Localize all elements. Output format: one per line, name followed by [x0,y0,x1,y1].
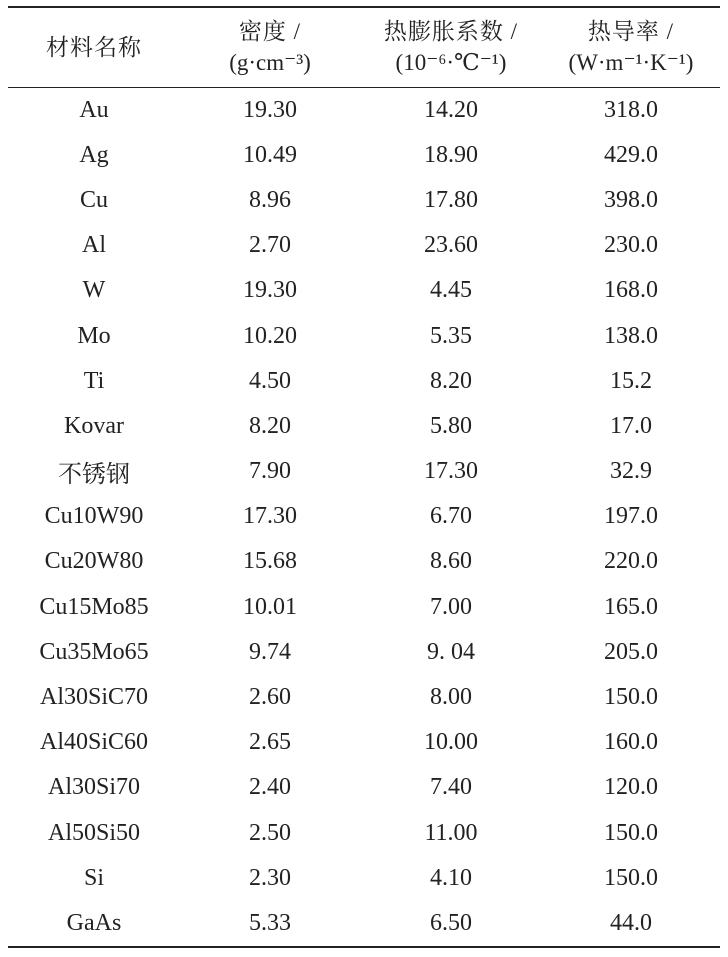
thermal-expansion-cell: 6.50 [360,901,542,947]
thermal-expansion-cell: 17.30 [424,458,478,485]
thermal-conductivity-cell: 32.9 [610,458,652,485]
material-name-cell: Cu35Mo65 [39,638,149,665]
thermal-conductivity-cell: 318.0 [604,96,658,123]
thermal-conductivity-cell: 150.0 [604,684,658,711]
table-row [8,539,720,584]
material-name-cell: Ag [79,141,109,168]
material-name-cell: Al30SiC70 [39,684,149,711]
density-cell: 9.74 [249,638,291,665]
thermal-conductivity-cell: 15.2 [610,367,652,394]
header-thermal-conductivity-label: 热导率 / [587,19,675,45]
material-name-cell: Al40SiC60 [39,729,149,756]
material-name-cell: Cu [79,186,108,213]
header-density-label: 密度 / [238,19,302,45]
table-row [8,313,720,358]
table-row [8,268,720,313]
material-properties-table-container [8,6,720,948]
thermal-conductivity-cell: 197.0 [604,503,658,530]
header-thermal-conductivity [542,7,720,87]
thermal-expansion-cell: 8.20 [430,367,472,394]
header-density-unit: (g·cm⁻³) [229,50,311,76]
thermal-expansion-cell: 7.00 [430,593,472,620]
density-cell: 2.30 [249,864,291,891]
density-cell: 2.50 [249,819,291,846]
density-cell: 10.49 [243,141,297,168]
table-body [8,87,720,947]
table-row [8,178,720,223]
thermal-conductivity-cell: 168.0 [604,277,658,304]
density-cell: 2.40 [249,774,291,801]
material-name-cell: Mo [77,322,111,349]
thermal-conductivity-cell: 150.0 [604,819,658,846]
table-row [8,765,720,810]
table-row [8,404,720,449]
material-name-cell: Al [82,232,106,259]
table-row [8,133,720,178]
thermal-expansion-cell: 8.00 [430,684,472,711]
thermal-expansion-cell: 7.40 [430,774,472,801]
density-cell: 2.60 [249,684,291,711]
density-cell: 2.65 [249,729,291,756]
material-name-cell: 不锈钢 [58,462,130,489]
material-properties-table [8,6,720,948]
thermal-conductivity-cell: 17.0 [610,412,652,439]
material-name-cell: Al50Si50 [47,819,140,846]
density-cell: 19.30 [243,96,297,123]
material-name-cell: W [82,277,106,304]
table-row [8,901,720,947]
thermal-conductivity-cell: 138.0 [604,322,658,349]
density-cell: 17.30 [243,503,297,530]
thermal-conductivity-cell: 165.0 [604,593,658,620]
material-name-cell: Si [83,864,104,891]
density-cell: 8.20 [249,412,291,439]
thermal-conductivity-cell: 160.0 [604,729,658,756]
table-row [8,811,720,856]
material-name-cell: Au [79,96,109,123]
thermal-conductivity-cell: 150.0 [604,864,658,891]
density-cell: 15.68 [243,548,297,575]
material-name-cell: Kovar [64,412,124,439]
thermal-conductivity-cell: 398.0 [604,186,658,213]
header-density [180,7,360,87]
table-row [8,449,720,494]
material-name-cell: Cu20W80 [44,548,144,575]
density-cell: 4.50 [249,367,291,394]
table-row [8,494,720,539]
thermal-conductivity-cell: 205.0 [604,638,658,665]
header-thermal-conductivity-unit: (W·m⁻¹·K⁻¹) [568,50,694,76]
table-row [8,585,720,630]
density-cell: 2.70 [249,232,291,259]
material-name-cell: GaAs [8,901,180,947]
thermal-conductivity-cell: 120.0 [604,774,658,801]
header-row [8,7,720,87]
table-row [8,675,720,720]
table-row [8,87,720,133]
table-row [8,223,720,268]
thermal-expansion-cell: 14.20 [424,96,478,123]
thermal-expansion-cell: 4.10 [430,864,472,891]
thermal-expansion-cell: 11.00 [424,819,478,846]
header-thermal-expansion-unit: (10⁻⁶·℃⁻¹) [395,50,507,76]
table-header [8,7,720,87]
thermal-expansion-cell: 4.45 [430,277,472,304]
table-row [8,720,720,765]
thermal-conductivity-cell: 220.0 [604,548,658,575]
header-thermal-expansion [360,7,542,87]
thermal-expansion-cell: 17.80 [424,186,478,213]
table-row [8,359,720,404]
thermal-expansion-cell: 9. 04 [427,638,475,665]
thermal-expansion-cell: 18.90 [424,141,478,168]
thermal-expansion-cell: 10.00 [424,729,478,756]
table-row [8,630,720,675]
density-cell: 10.01 [243,593,297,620]
thermal-conductivity-cell: 230.0 [604,232,658,259]
density-cell: 19.30 [243,277,297,304]
density-cell: 10.20 [243,322,297,349]
table-row [8,856,720,901]
thermal-conductivity-cell: 429.0 [604,141,658,168]
density-cell: 7.90 [249,458,291,485]
thermal-conductivity-cell: 44.0 [542,901,720,947]
thermal-expansion-cell: 8.60 [430,548,472,575]
density-cell: 5.33 [180,901,360,947]
density-cell: 8.96 [249,186,291,213]
material-name-cell: Cu15Mo85 [39,593,149,620]
thermal-expansion-cell: 5.80 [430,412,472,439]
header-thermal-expansion-label: 热膨胀系数 / [383,19,519,45]
header-material-name [8,7,180,87]
header-material-name-label: 材料名称 [46,34,142,60]
thermal-expansion-cell: 5.35 [430,322,472,349]
material-name-cell: Al30Si70 [47,774,140,801]
thermal-expansion-cell: 23.60 [424,232,478,259]
material-name-cell: Cu10W90 [44,503,144,530]
thermal-expansion-cell: 6.70 [430,503,472,530]
material-name-cell: Ti [83,367,105,394]
